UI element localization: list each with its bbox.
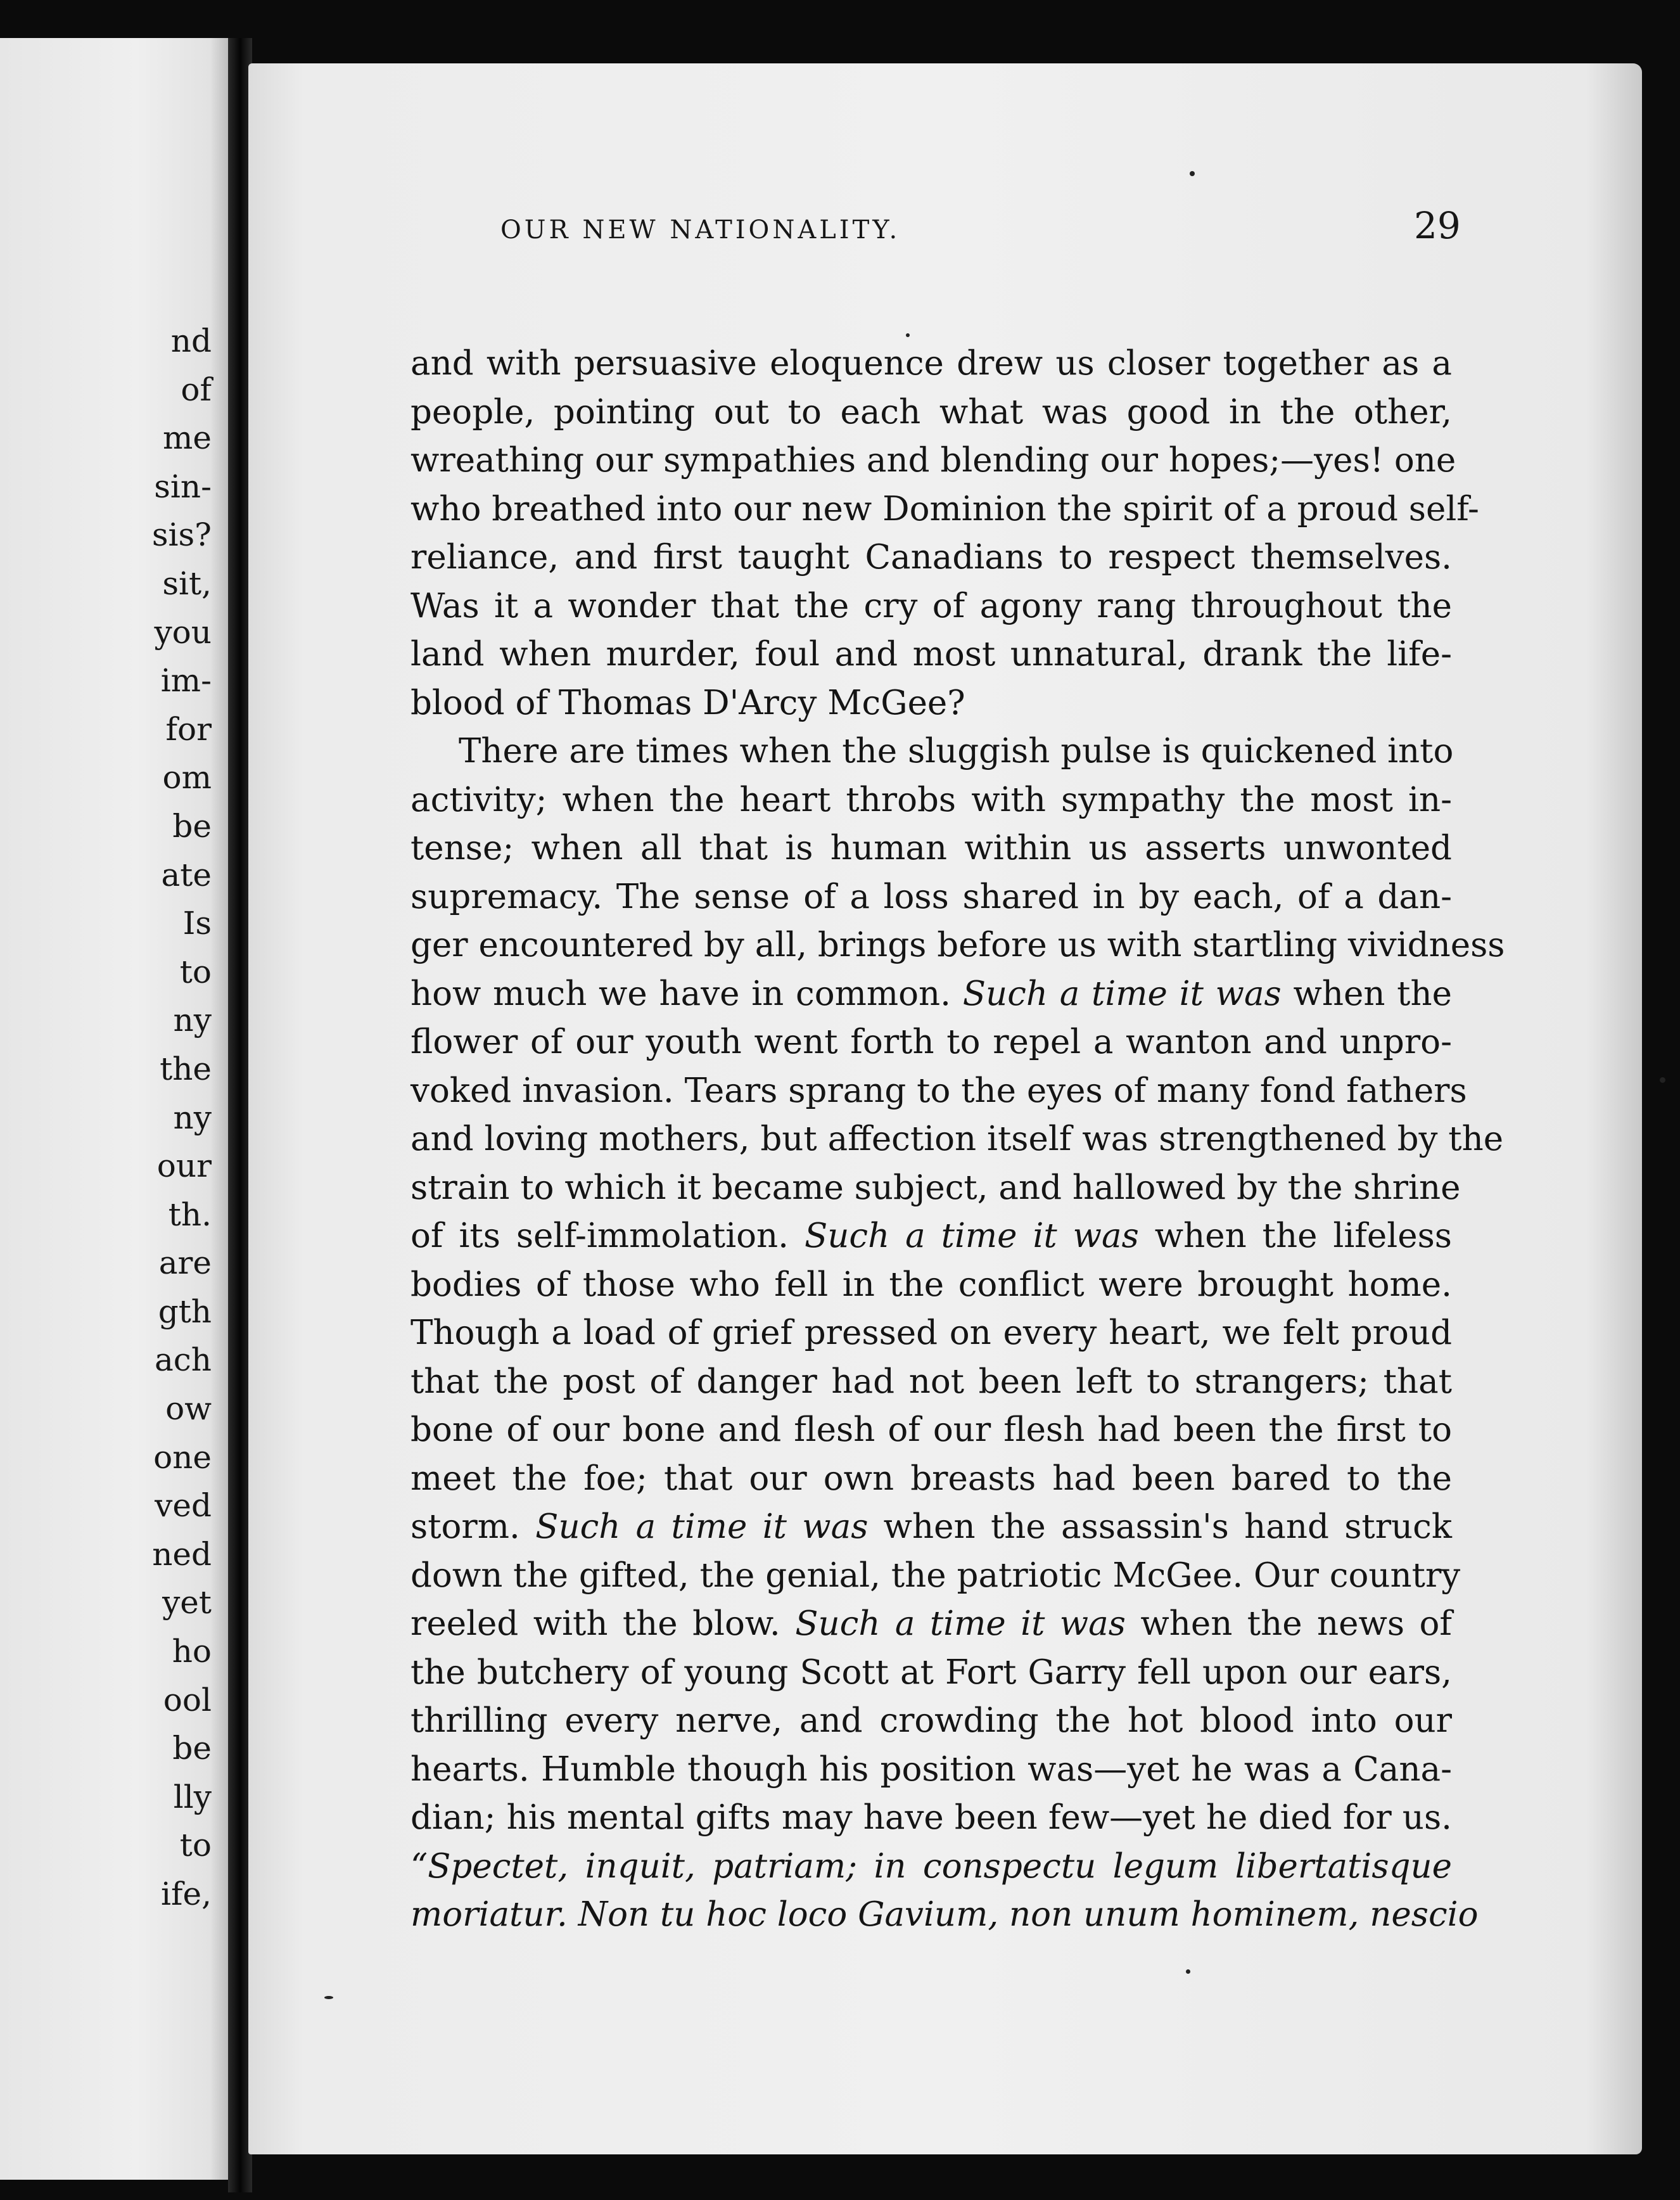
text-line: Though a load of grief pressed on every heart, we felt proud [410, 1314, 1452, 1352]
text-line: There are times when the sluggish pulse is quickened into [459, 732, 1454, 771]
text-line: and loving mothers, but affection itself was strengthened by the [410, 1120, 1504, 1158]
text-line [410, 1503, 1452, 1552]
left-page-fragment: ny [173, 1002, 212, 1039]
left-page-fragment: to [179, 1827, 212, 1864]
left-page-fragment: ho [172, 1633, 212, 1670]
page-number: 29 [1414, 204, 1461, 247]
italic-phrase: Such a time it was [962, 974, 1282, 1013]
left-page-fragment: ned [152, 1535, 212, 1573]
text-run: reeled with the blow. [410, 1604, 780, 1643]
left-page-fragment: one [153, 1438, 212, 1476]
running-head: OUR NEW NATIONALITY. [500, 215, 901, 245]
text-line: blood of Thomas D'Arcy McGee? [410, 683, 965, 722]
text-line [410, 970, 1452, 1019]
text-line [410, 1600, 1452, 1649]
left-page-fragment: im- [160, 662, 212, 700]
text-line: flower of our youth went forth to repel a wanton and unpro- [410, 1023, 1452, 1061]
left-page-fragment: yet [162, 1584, 212, 1621]
left-page-fragment: be [172, 1730, 212, 1767]
text-line: activity; when the heart throbs with sympathy the most in- [410, 780, 1452, 819]
left-page-fragment: of [181, 371, 212, 408]
ink-speck [1190, 171, 1195, 176]
left-page-fragment: sin- [154, 468, 212, 505]
ink-speck [1186, 1969, 1190, 1974]
left-page-fragment: ife, [161, 1876, 212, 1912]
left-page-fragment: nd [170, 323, 212, 359]
text-line: thrilling every nerve, and crowding the hot blood into our [410, 1701, 1452, 1740]
text-line: the butchery of young Scott at Fort Garry fell upon our ears, [410, 1653, 1452, 1692]
left-page-fragment: th. [168, 1196, 212, 1233]
left-page-line-endings [85, 317, 212, 1919]
ink-speck [906, 333, 910, 337]
left-page-fragment: lly [173, 1778, 212, 1815]
text-line: down the gifted, the genial, the patriotic McGee. Our country [410, 1556, 1461, 1595]
text-line: wreathing our sympathies and blending our hopes;—yes! one [410, 441, 1456, 480]
left-page-fragment: ow [165, 1390, 212, 1428]
ink-speck [1660, 1077, 1665, 1083]
latin-quotation-line: moriatur. Non tu hoc loco Gavium, non unum hominem, nescio [410, 1895, 1479, 1934]
left-page-fragment: sis? [151, 516, 212, 554]
text-run: when the news of [1140, 1604, 1452, 1643]
left-page-fragment: our [156, 1148, 212, 1185]
latin-quotation-line: “Spectet, inquit, patriam; in conspectu legum libertatisque [410, 1846, 1452, 1886]
left-page-fragment: ool [163, 1681, 212, 1718]
left-page-fragment: om [162, 759, 212, 796]
text-run: storm. [410, 1507, 520, 1546]
left-facing-page [0, 38, 228, 2180]
text-line: hearts. Humble though his position was—yet he was a Cana- [410, 1749, 1452, 1789]
text-line: land when murder, foul and most unnatural, drank the life- [410, 635, 1452, 674]
text-line: that the post of danger had not been left to strangers; that [410, 1362, 1452, 1401]
paragraph-2 [410, 727, 1505, 1940]
ink-speck [324, 1996, 333, 1999]
left-page-fragment: for [165, 710, 212, 748]
italic-phrase: Such a time it was [535, 1507, 869, 1546]
text-run: how much we have in common. [410, 974, 951, 1013]
text-line: who breathed into our new Dominion the spirit of a proud self- [410, 489, 1479, 528]
left-page-fragment: be [172, 807, 212, 845]
text-line: tense; when all that is human within us asserts unwonted [410, 829, 1452, 867]
text-line: reliance, and first taught Canadians to respect themselves. [410, 538, 1452, 577]
text-line: strain to which it became subject, and hallowed by the shrine [410, 1168, 1461, 1207]
text-line [410, 1212, 1452, 1261]
text-line: bone of our bone and flesh of our flesh had been the first to [410, 1410, 1452, 1449]
text-line: supremacy. The sense of a loss shared in by each, of a dan- [410, 877, 1452, 916]
text-line: dian; his mental gifts may have been few—yet he died for us. [410, 1798, 1452, 1837]
left-page-fragment: Is [182, 905, 212, 942]
left-page-fragment: you [154, 613, 212, 651]
left-page-fragment: sit, [162, 565, 212, 602]
text-line: bodies of those who fell in the conflict were brought home. [410, 1265, 1452, 1304]
left-page-fragment: ny [173, 1099, 212, 1136]
left-page-fragment: ach [154, 1341, 212, 1379]
left-page-fragment: are [158, 1244, 212, 1282]
left-page-fragment: ate [161, 856, 212, 893]
left-page-fragment: the [160, 1050, 212, 1087]
left-page-fragment: to [179, 953, 212, 990]
italic-phrase: Such a time it was [795, 1604, 1126, 1643]
left-page-fragment: gth [158, 1293, 212, 1330]
text-run: of its self-immolation. [410, 1217, 789, 1255]
body-text [410, 340, 1505, 1940]
left-page-fragment: me [162, 419, 212, 457]
text-line: voked invasion. Tears sprang to the eyes of many fond fathers [410, 1071, 1467, 1110]
text-line: Was it a wonder that the cry of agony rang throughout the [410, 586, 1452, 625]
text-line: ger encountered by all, brings before us with startling vividness [410, 926, 1505, 964]
paragraph-1 [410, 340, 1479, 727]
text-line: meet the foe; that our own breasts had been bared to the [410, 1459, 1452, 1498]
text-run: when the lifeless [1154, 1217, 1452, 1255]
text-run: when the [1293, 974, 1452, 1013]
italic-phrase: Such a time it was [804, 1217, 1139, 1255]
text-line: and with persuasive eloquence drew us closer together as a [410, 344, 1452, 383]
text-run: when the assassin's hand struck [883, 1507, 1452, 1546]
left-page-fragment: ved [155, 1487, 212, 1525]
text-line: people, pointing out to each what was good in the other, [410, 392, 1452, 432]
